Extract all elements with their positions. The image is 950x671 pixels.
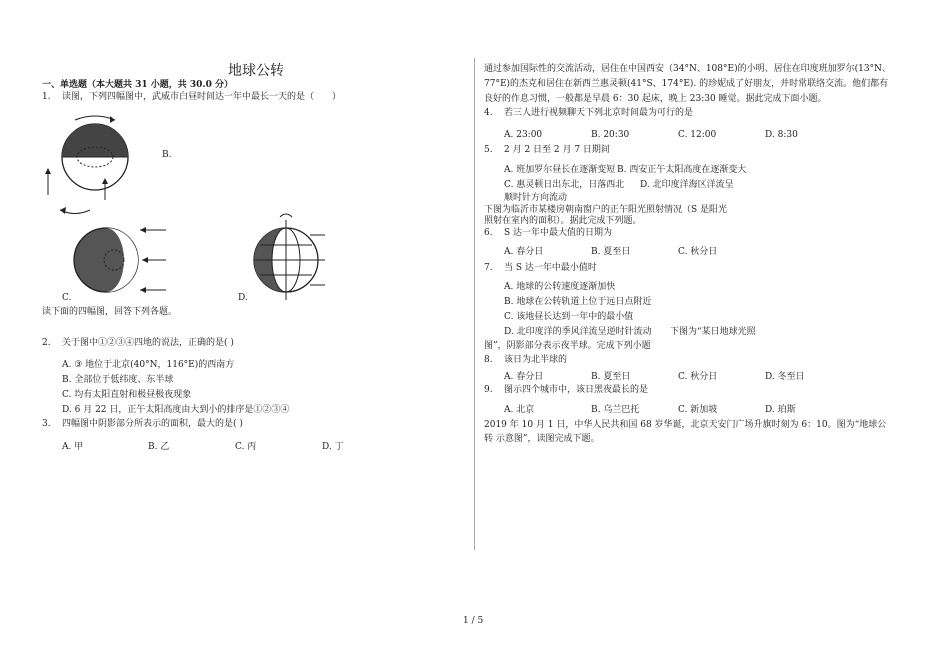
- q1-number: 1.: [42, 92, 51, 102]
- right-intro-line-1: 通过参加国际性的交流活动，居住在中国西安（34°N、108°E)的小明、居住在印度班加罗尔(13°N、: [484, 64, 891, 74]
- intro-q6-line-1: 下图为临沂市某楼房朝南窗户的正午阳光照射情况（S 是阳光: [484, 205, 728, 215]
- right-intro-line-3: 良好的作息习惯，一般都是早晨 6：30 起床，晚上 23:30 睡觉。据此完成下面小题。: [484, 94, 827, 104]
- q6-option-b: B. 夏至日: [591, 247, 631, 257]
- q6-option-a: A. 春分日: [504, 247, 544, 257]
- q7-option-a: A. 地球的公转速度逐渐加快: [504, 282, 616, 292]
- q9-number: 9.: [484, 385, 493, 395]
- intro-q6-line-2: 照射在室内的面积）。据此完成下列题。: [484, 216, 642, 226]
- q2-option-c: C. 均有太阳直射和极昼极夜现象: [62, 390, 192, 400]
- q5-option-d-cont: 顺时针方向流动: [504, 193, 568, 203]
- q6-text: S 达一年中最大值的日期为: [504, 228, 613, 238]
- page-title: 地球公转: [228, 63, 284, 79]
- q2-number: 2.: [42, 338, 51, 348]
- section-heading: 一、单选题（本大题共 31 小题，共 30.0 分）: [42, 80, 233, 90]
- q7-option-b: B. 地球在公转轨道上位于远日点附近: [504, 297, 652, 307]
- q3-option-b: B. 乙: [148, 442, 170, 452]
- final-intro-line-2: 转 示意图”，读图完成下题。: [484, 434, 600, 444]
- q4-option-c: C. 12:00: [678, 130, 717, 140]
- q4-option-b: B. 20:30: [591, 130, 630, 140]
- q8-option-b: B. 夏至日: [591, 372, 631, 382]
- q2-option-b: B. 全部位于低纬度、东半球: [62, 375, 174, 385]
- q8-option-c: C. 秋分日: [678, 372, 718, 382]
- q7-text: 当 S 达一年中最小值时: [504, 263, 597, 273]
- q7-number: 7.: [484, 263, 493, 273]
- right-intro-line-2: 77°E)的杰克和居住在新西兰惠灵顿(41°S、174°E). 的珍妮成了好朋友，并时常联络交流。他们都有: [484, 79, 889, 89]
- figure-a-globe: [40, 110, 150, 220]
- q5-option-a: A. 班加罗尔昼长在逐渐变短: [504, 165, 616, 175]
- q8-option-a: A. 春分日: [504, 372, 544, 382]
- q1-label-c: C.: [62, 293, 72, 303]
- q5-option-d: D. 北印度洋海区洋流呈: [640, 180, 734, 190]
- q1-text: 读图，下列四幅图中，武威市白昼时间达一年中最长一天的是（ ）: [62, 92, 342, 102]
- q7-option-d: D. 北印度洋的季风洋流呈逆时针流动: [504, 327, 652, 337]
- figure-c-globe: [68, 220, 168, 302]
- intro-q2: 读下面的四幅图，回答下列各题。: [42, 307, 178, 317]
- q5-text: 2 月 2 日至 2 月 7 日期间: [504, 145, 610, 155]
- q9-option-a: A. 北京: [504, 405, 535, 415]
- q4-option-d: D. 8:30: [765, 130, 798, 140]
- intro-q8-line-2: 图”，阴影部分表示夜半球。完成下列小题: [484, 341, 651, 351]
- column-divider: [474, 58, 475, 550]
- q8-number: 8.: [484, 355, 493, 365]
- q1-label-b: B.: [162, 150, 172, 160]
- q9-option-d: D. 珀斯: [765, 405, 796, 415]
- q4-number: 4.: [484, 108, 493, 118]
- figure-d-globe: [250, 205, 325, 305]
- q5-option-b: B. 西安正午太阳高度在逐渐变大: [617, 165, 747, 175]
- q3-number: 3.: [42, 419, 51, 429]
- page-number: 1 / 5: [463, 616, 484, 626]
- q5-number: 5.: [484, 145, 493, 155]
- q2-option-d: D. 6 月 22 日，正午太阳高度由大到小的排序是①②③④: [62, 405, 290, 415]
- q3-text: 四幅图中阴影部分所表示的面积，最大的是( ): [62, 419, 243, 429]
- q9-option-c: C. 新加坡: [678, 405, 718, 415]
- q2-text: 关于图中①②③④四地的说法，正确的是( ): [62, 338, 234, 348]
- intro-q8-line-1: 下图为“某日地球光照: [670, 327, 756, 337]
- q9-text: 图示四个城市中，该日黑夜最长的是: [504, 385, 649, 395]
- q3-option-d: D. 丁: [322, 442, 344, 452]
- q4-option-a: A. 23:00: [504, 130, 543, 140]
- q8-text: 该日为北半球的: [504, 355, 568, 365]
- q7-option-c: C. 该地昼长达到一年中的最小值: [504, 312, 634, 322]
- q3-option-a: A. 甲: [62, 442, 84, 452]
- q2-option-a: A. ③ 地位于北京(40°N，116°E)的西南方: [62, 360, 235, 370]
- final-intro-line-1: 2019 年 10 月 1 日，中华人民共和国 68 岁华诞，北京天安门广场升旗时刻为 6：10。图为“地球公: [484, 420, 887, 430]
- q5-option-c: C. 惠灵顿日出东北，日落西北: [504, 180, 625, 190]
- q4-text: 若三人进行视频聊天下列北京时间最为可行的是: [504, 108, 694, 118]
- q3-option-c: C. 丙: [235, 442, 257, 452]
- q9-option-b: B. 乌兰巴托: [591, 405, 640, 415]
- q1-label-d: D.: [238, 293, 248, 303]
- q8-option-d: D. 冬至日: [765, 372, 805, 382]
- q6-number: 6.: [484, 228, 493, 238]
- q6-option-c: C. 秋分日: [678, 247, 718, 257]
